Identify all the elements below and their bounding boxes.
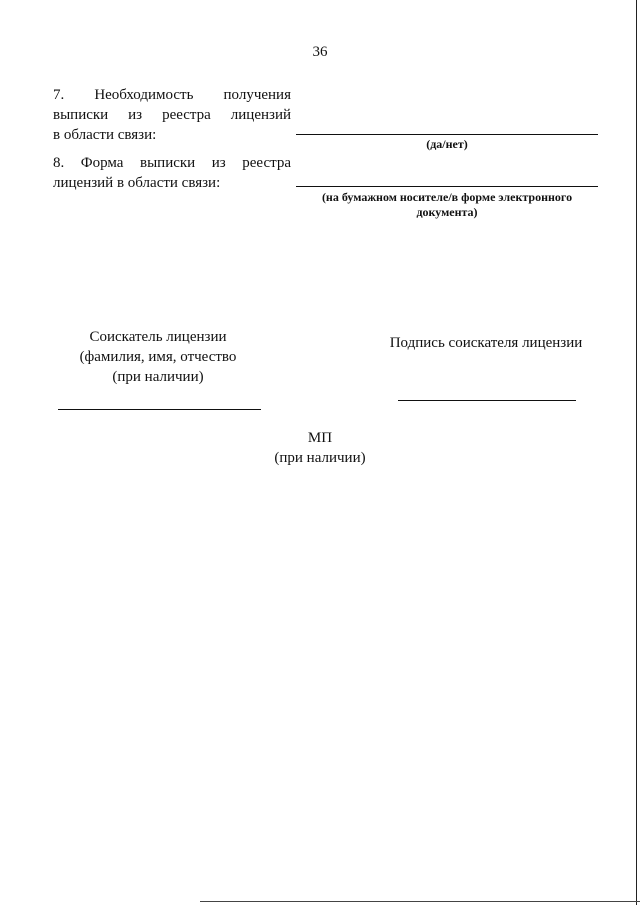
- item-8-label-line-2: лицензий в области связи:: [53, 175, 221, 191]
- item-7-label-line-1: 7. Необходимость получения: [53, 87, 291, 103]
- applicant-name-hint: (фамилия, имя, отчество: [79, 349, 237, 365]
- applicant-block: [58, 327, 258, 387]
- applicant-title: Соискатель лицензии: [89, 329, 227, 345]
- item-7-label-line-2: выписки из реестра лицензий: [53, 107, 291, 123]
- applicant-name-line[interactable]: [58, 409, 261, 410]
- stamp-block: [0, 428, 640, 468]
- item-7-hint-line-1: (да/нет): [426, 137, 468, 151]
- item-8-hint-line-1: (на бумажном носителе/в форме электронного: [321, 190, 573, 204]
- item-7-label-line-3: в области связи:: [53, 127, 157, 143]
- page-border-bottom: [200, 901, 640, 902]
- signature-label: Подпись соискателя лицензии: [389, 335, 583, 351]
- applicant-name-hint-optional: (при наличии): [112, 369, 204, 385]
- item-8-label-line-1: 8. Форма выписки из реестра: [53, 155, 291, 171]
- item-7-label: [53, 85, 291, 145]
- item-8-hint-line-2: документа): [416, 205, 478, 219]
- signature-line[interactable]: [398, 400, 576, 401]
- item-8-label: [53, 153, 291, 193]
- item-7-hint: [296, 137, 598, 152]
- item-8-answer-line[interactable]: [296, 186, 598, 187]
- page-number: 36: [312, 44, 328, 60]
- stamp-hint: (при наличии): [274, 450, 366, 466]
- stamp-label: МП: [307, 430, 333, 446]
- item-8-hint: [296, 190, 598, 220]
- item-7-answer-line[interactable]: [296, 134, 598, 135]
